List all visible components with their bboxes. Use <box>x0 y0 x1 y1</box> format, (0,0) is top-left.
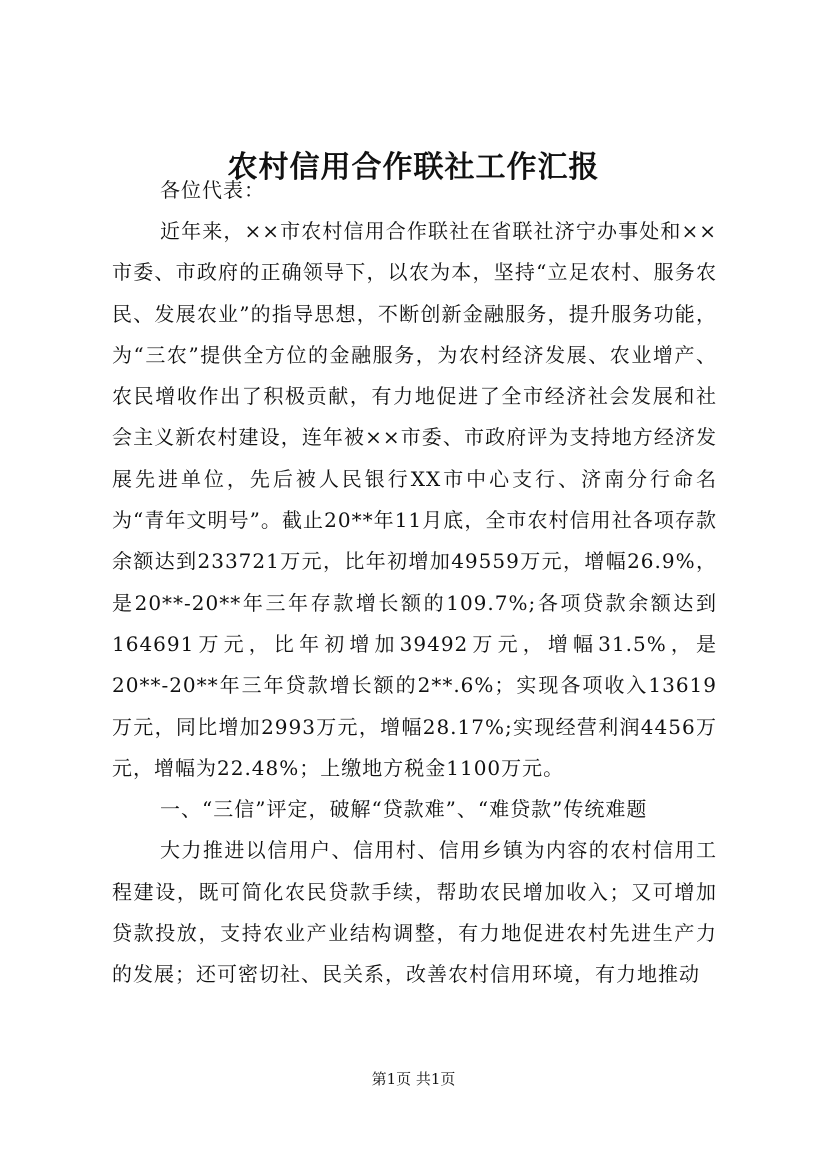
page-footer: 第1页 共1页 <box>371 1070 456 1088</box>
document-body <box>112 211 717 996</box>
document-title: 农村信用合作联社工作汇报 <box>227 150 600 185</box>
paragraph: 近年来，××市农村信用合作联社在省联社济宁办事处和××市委、市政府的正确领导下，以农为本，坚持“立足农村、服务农民、发展农业”的指导思想，不断创新金融服务，提升服务功能，为“三农”提供全方位的金融服务，为农村经济发展、农业增产、农民增收作出了积极贡献，有力地促进了全市经济社会发展和社会主义新农村建设，连年被××市委、市政府评为支持地方经济发展先进单位，先后被人民银行XX市中心支行、济南分行命名为“青年文明号”。截止20**年11月底，全市农村信用社各项存款余额达到233721万元，比年初增加49559万元，增幅26.9%，是20**-20**年三年存款增长额的109.7%;各项贷款余额达到164691万元，比年初增加39492万元，增幅31.5%，是20**-20**年三年贷款增长额的2**.6%；实现各项收入13619万元，同比增加2993万元，增幅28.17%;实现经营利润4456万元，增幅为22.48%；上缴地方税金1100万元。 <box>112 219 717 780</box>
paragraph: 大力推进以信用户、信用村、信用乡镇为内容的农村信用工程建设，既可简化农民贷款手续，帮助农民增加收入；又可增加贷款投放，支持农业产业结构调整，有力地促进农村先进生产力的发展；还可密切社、民关系，改善农村信用环境，有力地推动 <box>112 838 717 987</box>
salutation: 各位代表： <box>160 178 265 202</box>
section-heading: 一、“三信”评定，破解“贷款难”、“难贷款”传统难题 <box>160 797 648 822</box>
